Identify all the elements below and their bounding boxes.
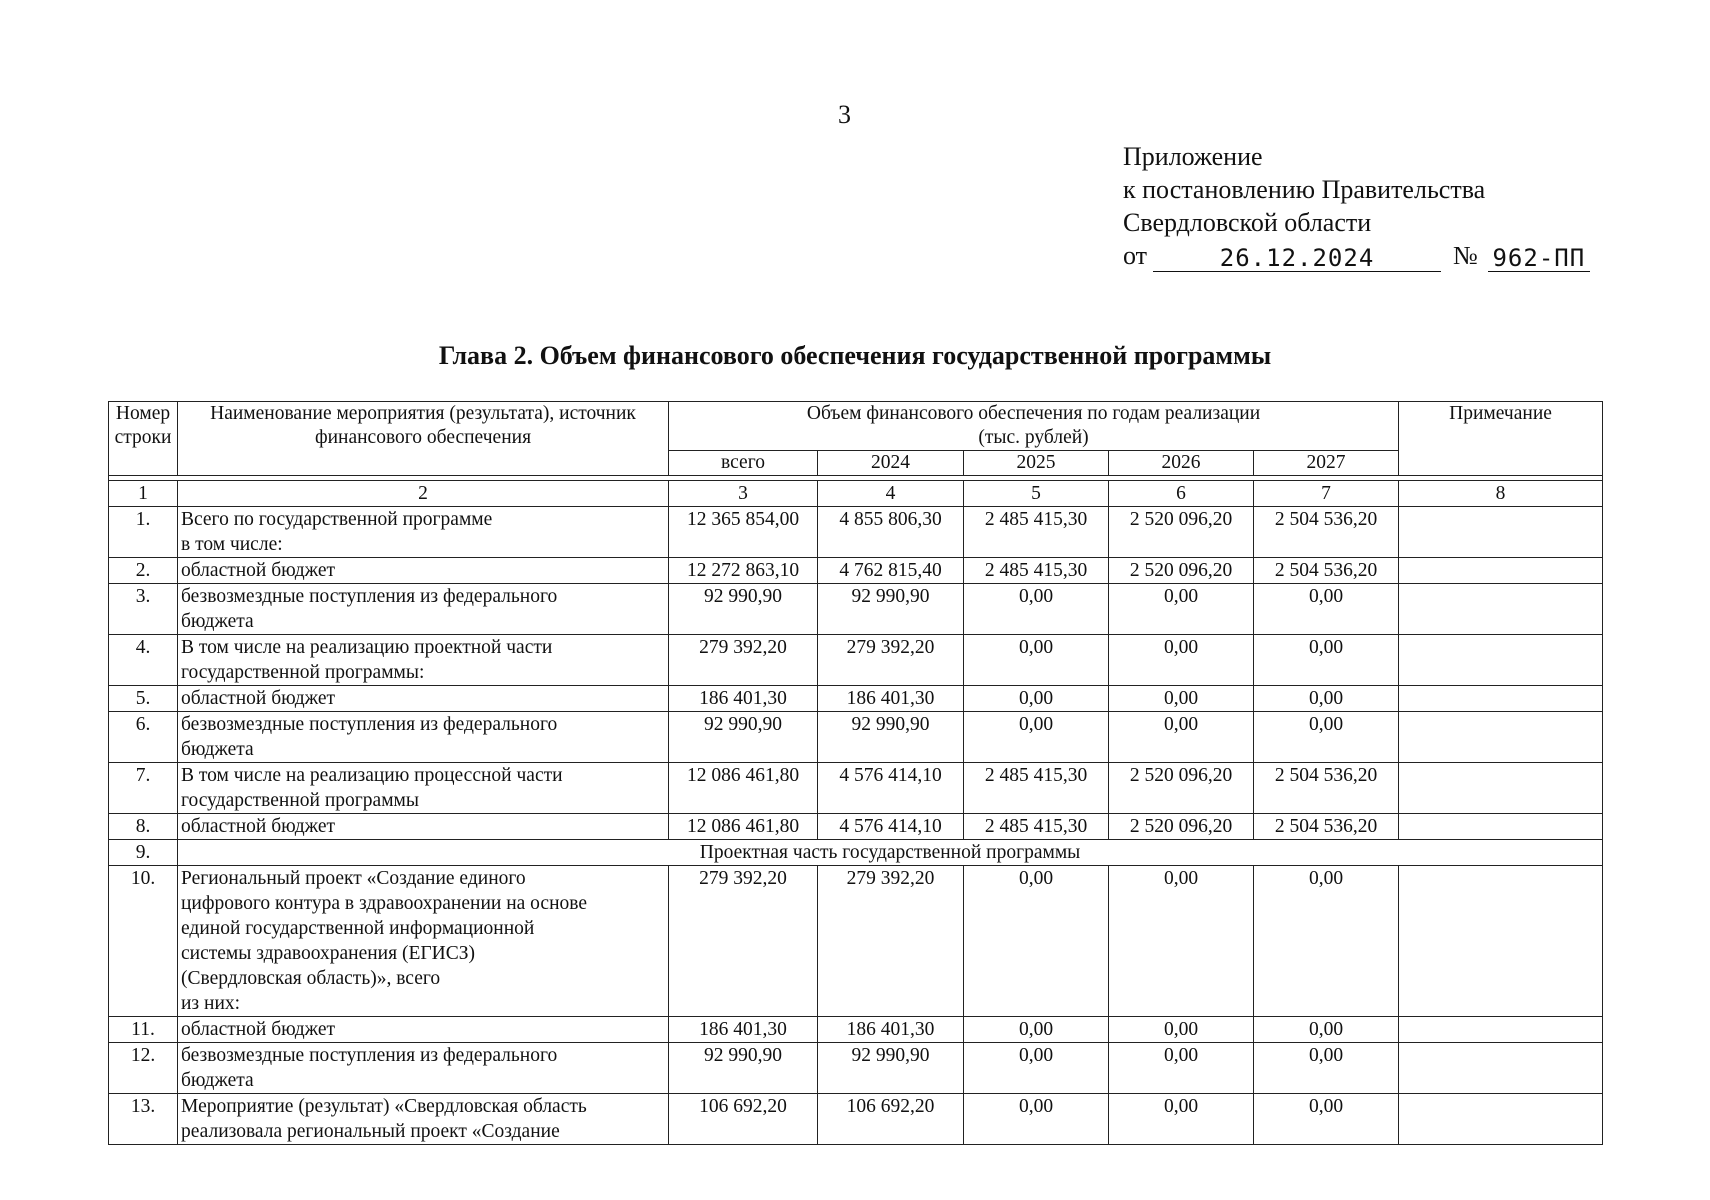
value-total: 12 086 461,80 xyxy=(669,814,818,840)
table-row xyxy=(109,840,1603,866)
value-2026: 0,00 xyxy=(1109,712,1254,763)
value-2026: 0,00 xyxy=(1109,866,1254,1017)
column-number: 2 xyxy=(178,481,669,507)
value-2024: 106 692,20 xyxy=(818,1094,964,1145)
appendix-line-1: Приложение xyxy=(1123,142,1263,171)
page-number: 3 xyxy=(838,100,851,129)
value-2025: 0,00 xyxy=(964,1043,1109,1094)
value-2027: 0,00 xyxy=(1254,584,1399,635)
row-number: 12. xyxy=(109,1043,178,1094)
value-2027: 2 504 536,20 xyxy=(1254,507,1399,558)
value-2025: 0,00 xyxy=(964,584,1109,635)
value-2024: 4 576 414,10 xyxy=(818,814,964,840)
value-2025: 0,00 xyxy=(964,686,1109,712)
header-2025: 2025 xyxy=(964,451,1109,476)
row-note xyxy=(1399,1017,1603,1043)
value-2026: 2 520 096,20 xyxy=(1109,763,1254,814)
table-row xyxy=(109,1017,1603,1043)
value-total: 92 990,90 xyxy=(669,584,818,635)
value-2025: 2 485 415,30 xyxy=(964,814,1109,840)
header-volume xyxy=(669,402,1399,451)
value-2025: 0,00 xyxy=(964,1017,1109,1043)
value-total: 186 401,30 xyxy=(669,1017,818,1043)
row-number: 10. xyxy=(109,866,178,1017)
column-number: 4 xyxy=(818,481,964,507)
row-number: 4. xyxy=(109,635,178,686)
row-name: безвозмездные поступления из федерального бюджета xyxy=(178,584,669,635)
row-note xyxy=(1399,558,1603,584)
row-name: В том числе на реализацию процессной части государственной программы xyxy=(178,763,669,814)
value-2026: 0,00 xyxy=(1109,1043,1254,1094)
header-row-number: Номер строки xyxy=(109,402,178,476)
table-row xyxy=(109,763,1603,814)
value-2026: 0,00 xyxy=(1109,584,1254,635)
table-row xyxy=(109,507,1603,558)
value-2024: 92 990,90 xyxy=(818,584,964,635)
value-2025: 2 485 415,30 xyxy=(964,763,1109,814)
column-number: 5 xyxy=(964,481,1109,507)
value-2027: 0,00 xyxy=(1254,1094,1399,1145)
value-2027: 0,00 xyxy=(1254,686,1399,712)
appendix-signature-line xyxy=(1123,239,1590,272)
table-row xyxy=(109,584,1603,635)
from-label: от xyxy=(1123,241,1148,270)
financing-table xyxy=(108,401,1603,1145)
table-row xyxy=(109,1094,1603,1145)
header-row-1 xyxy=(109,402,1603,451)
value-2026: 0,00 xyxy=(1109,1017,1254,1043)
header-name: Наименование мероприятия (результата), источник финансового обеспечения xyxy=(178,402,669,476)
value-2025: 0,00 xyxy=(964,866,1109,1017)
value-total: 186 401,30 xyxy=(669,686,818,712)
value-2026: 0,00 xyxy=(1109,686,1254,712)
value-2027: 0,00 xyxy=(1254,1017,1399,1043)
table-row xyxy=(109,866,1603,1017)
value-total: 12 272 863,10 xyxy=(669,558,818,584)
value-total: 279 392,20 xyxy=(669,635,818,686)
row-name: безвозмездные поступления из федерального бюджета xyxy=(178,1043,669,1094)
value-total: 106 692,20 xyxy=(669,1094,818,1145)
row-number: 9. xyxy=(109,840,178,866)
row-number: 2. xyxy=(109,558,178,584)
row-name: Всего по государственной программе в том числе: xyxy=(178,507,669,558)
header-volume-line-1: Объем финансового обеспечения по годам реализации xyxy=(806,403,1261,424)
row-name: Региональный проект «Создание единого цифрового контура в здравоохранении на основе единой государственной информационной системы здравоохранения (ЕГИСЗ) (Свердловская область)», всего из них: xyxy=(178,866,669,1017)
row-note xyxy=(1399,814,1603,840)
header-2027: 2027 xyxy=(1254,451,1399,476)
row-name: областной бюджет xyxy=(178,686,669,712)
appendix-line-2: к постановлению Правительства xyxy=(1123,175,1486,204)
row-name: безвозмездные поступления из федерального бюджета xyxy=(178,712,669,763)
row-name: В том числе на реализацию проектной части государственной программы: xyxy=(178,635,669,686)
row-number: 11. xyxy=(109,1017,178,1043)
row-note xyxy=(1399,635,1603,686)
row-name: областной бюджет xyxy=(178,558,669,584)
value-2025: 2 485 415,30 xyxy=(964,558,1109,584)
row-number: 7. xyxy=(109,763,178,814)
table-row xyxy=(109,686,1603,712)
column-number: 6 xyxy=(1109,481,1254,507)
row-note xyxy=(1399,763,1603,814)
decree-number: 962-ПП xyxy=(1488,245,1590,272)
value-2024: 279 392,20 xyxy=(818,866,964,1017)
row-note xyxy=(1399,1043,1603,1094)
table-row xyxy=(109,635,1603,686)
table-row xyxy=(109,712,1603,763)
column-number: 1 xyxy=(109,481,178,507)
value-2025: 0,00 xyxy=(964,635,1109,686)
row-number: 8. xyxy=(109,814,178,840)
chapter-title: Глава 2. Объем финансового обеспечения государственной программы xyxy=(438,341,1272,370)
row-note xyxy=(1399,686,1603,712)
value-2027: 2 504 536,20 xyxy=(1254,763,1399,814)
row-note xyxy=(1399,584,1603,635)
table-body xyxy=(109,402,1603,1145)
value-total: 92 990,90 xyxy=(669,712,818,763)
table-row xyxy=(109,1043,1603,1094)
value-2024: 186 401,30 xyxy=(818,1017,964,1043)
column-number: 7 xyxy=(1254,481,1399,507)
table-row xyxy=(109,814,1603,840)
value-2027: 0,00 xyxy=(1254,712,1399,763)
header-note: Примечание xyxy=(1399,402,1603,476)
number-label: № xyxy=(1453,241,1478,270)
column-numbers-row xyxy=(109,481,1603,507)
header-volume-line-2: (тыс. рублей) xyxy=(978,427,1089,448)
row-note xyxy=(1399,1094,1603,1145)
value-2026: 0,00 xyxy=(1109,1094,1254,1145)
table-row xyxy=(109,558,1603,584)
column-number: 3 xyxy=(669,481,818,507)
header-2024: 2024 xyxy=(818,451,964,476)
value-2027: 0,00 xyxy=(1254,866,1399,1017)
value-2026: 2 520 096,20 xyxy=(1109,558,1254,584)
value-2024: 186 401,30 xyxy=(818,686,964,712)
value-total: 92 990,90 xyxy=(669,1043,818,1094)
value-total: 12 086 461,80 xyxy=(669,763,818,814)
value-2026: 2 520 096,20 xyxy=(1109,814,1254,840)
value-2026: 2 520 096,20 xyxy=(1109,507,1254,558)
row-number: 3. xyxy=(109,584,178,635)
row-note xyxy=(1399,712,1603,763)
value-2027: 2 504 536,20 xyxy=(1254,814,1399,840)
row-number: 13. xyxy=(109,1094,178,1145)
value-2024: 4 576 414,10 xyxy=(818,763,964,814)
decree-date: 26.12.2024 xyxy=(1153,245,1441,272)
value-2024: 4 855 806,30 xyxy=(818,507,964,558)
section-title: Проектная часть государственной программы xyxy=(178,840,1603,866)
header-2026: 2026 xyxy=(1109,451,1254,476)
value-2024: 92 990,90 xyxy=(818,1043,964,1094)
value-2027: 0,00 xyxy=(1254,1043,1399,1094)
row-number: 5. xyxy=(109,686,178,712)
row-number: 6. xyxy=(109,712,178,763)
value-2025: 0,00 xyxy=(964,1094,1109,1145)
value-2024: 4 762 815,40 xyxy=(818,558,964,584)
value-total: 12 365 854,00 xyxy=(669,507,818,558)
appendix-line-3: Свердловской области xyxy=(1123,208,1372,237)
value-2025: 2 485 415,30 xyxy=(964,507,1109,558)
header-total: всего xyxy=(669,451,818,476)
value-2024: 92 990,90 xyxy=(818,712,964,763)
row-number: 1. xyxy=(109,507,178,558)
appendix-block xyxy=(1123,140,1590,272)
value-2027: 2 504 536,20 xyxy=(1254,558,1399,584)
row-note xyxy=(1399,507,1603,558)
value-2026: 0,00 xyxy=(1109,635,1254,686)
column-number: 8 xyxy=(1399,481,1603,507)
row-note xyxy=(1399,866,1603,1017)
value-2027: 0,00 xyxy=(1254,635,1399,686)
row-name: областной бюджет xyxy=(178,1017,669,1043)
value-2024: 279 392,20 xyxy=(818,635,964,686)
row-name: областной бюджет xyxy=(178,814,669,840)
value-total: 279 392,20 xyxy=(669,866,818,1017)
value-2025: 0,00 xyxy=(964,712,1109,763)
row-name: Мероприятие (результат) «Свердловская область реализовала региональный проект «Создание xyxy=(178,1094,669,1145)
